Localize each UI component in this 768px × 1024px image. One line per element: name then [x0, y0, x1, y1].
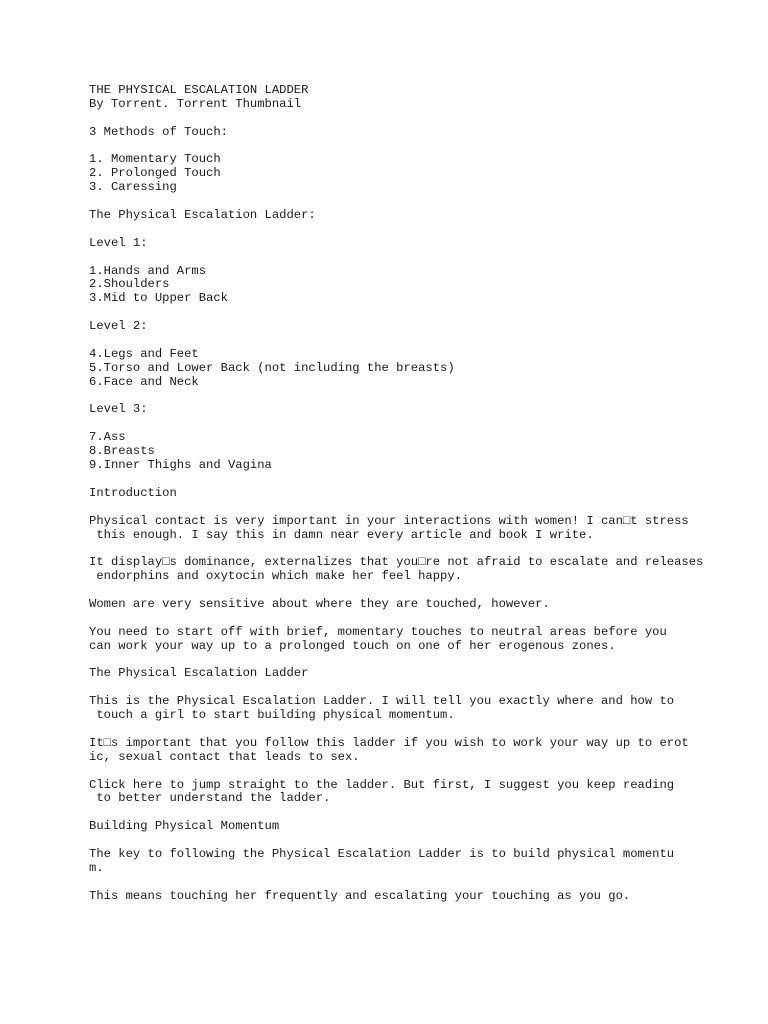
- text-line: Physical contact is very important in your interactions with women! I can□t stress: [89, 513, 689, 528]
- blank-line: [89, 876, 749, 890]
- text-line: 8.Breasts: [89, 444, 155, 459]
- text-line: endorphins and oxytocin which make her feel happy.: [89, 569, 462, 584]
- blank-line: [89, 473, 749, 487]
- text-line: Level 3:: [89, 402, 148, 417]
- text-line: By Torrent. Torrent Thumbnail: [89, 96, 302, 111]
- text-line: Level 2:: [89, 319, 148, 334]
- blank-line: [89, 834, 749, 848]
- text-line: This is the Physical Escalation Ladder. I will tell you exactly where and how to: [89, 694, 675, 709]
- text-line: It□s important that you follow this ladder if you wish to work your way up to erot: [89, 735, 689, 750]
- blank-line: [89, 765, 749, 779]
- blank-line: [89, 584, 749, 598]
- text-line: 3. Caressing: [89, 180, 177, 195]
- text-line: 1.Hands and Arms: [89, 263, 207, 278]
- text-line: The Physical Escalation Ladder:: [89, 208, 316, 223]
- text-line: 6.Face and Neck: [89, 374, 199, 389]
- text-line: 4.Legs and Feet: [89, 346, 199, 361]
- text-line: Women are very sensitive about where they are touched, however.: [89, 596, 550, 611]
- text-line: You need to start off with brief, momentary touches to neutral areas before you: [89, 624, 667, 639]
- document-text: [89, 84, 749, 904]
- text-line: 7.Ass: [89, 430, 126, 445]
- blank-line: [89, 140, 749, 154]
- text-line: This means touching her frequently and escalating your touching as you go.: [89, 888, 631, 903]
- text-line: The Physical Escalation Ladder: [89, 666, 309, 681]
- blank-line: [89, 390, 749, 404]
- text-line: ic, sexual contact that leads to sex.: [89, 749, 360, 764]
- text-line: Click here to jump straight to the ladder. But first, I suggest you keep reading: [89, 777, 675, 792]
- text-line: can work your way up to a prolonged touch on one of her erogenous zones.: [89, 638, 616, 653]
- text-line: 2.Shoulders: [89, 277, 170, 292]
- text-line: touch a girl to start building physical momentum.: [89, 708, 455, 723]
- blank-line: [89, 806, 749, 820]
- blank-line: [89, 612, 749, 626]
- text-line: Building Physical Momentum: [89, 819, 280, 834]
- text-line: this enough. I say this in damn near every article and book I write.: [89, 527, 594, 542]
- blank-line: [89, 681, 749, 695]
- text-line: 3 Methods of Touch:: [89, 124, 228, 139]
- text-line: 9.Inner Thighs and Vagina: [89, 458, 272, 473]
- blank-line: [89, 112, 749, 126]
- text-line: Level 1:: [89, 235, 148, 250]
- text-line: 1. Momentary Touch: [89, 152, 221, 167]
- text-line: m.: [89, 860, 104, 875]
- text-line: 3.Mid to Upper Back: [89, 291, 228, 306]
- text-line: 2. Prolonged Touch: [89, 166, 221, 181]
- text-line: Introduction: [89, 485, 177, 500]
- blank-line: [89, 251, 749, 265]
- blank-line: [89, 306, 749, 320]
- blank-line: [89, 723, 749, 737]
- text-line: THE PHYSICAL ESCALATION LADDER: [89, 83, 309, 97]
- text-line: to better understand the ladder.: [89, 791, 331, 806]
- blank-line: [89, 195, 749, 209]
- text-line: The key to following the Physical Escalation Ladder is to build physical momentu: [89, 846, 675, 861]
- text-line: 5.Torso and Lower Back (not including the breasts): [89, 360, 455, 375]
- blank-line: [89, 501, 749, 515]
- blank-line: [89, 334, 749, 348]
- blank-line: [89, 417, 749, 431]
- text-line: It display□s dominance, externalizes that you□re not afraid to escalate and releases: [89, 555, 704, 570]
- blank-line: [89, 654, 749, 668]
- blank-line: [89, 223, 749, 237]
- blank-line: [89, 542, 749, 556]
